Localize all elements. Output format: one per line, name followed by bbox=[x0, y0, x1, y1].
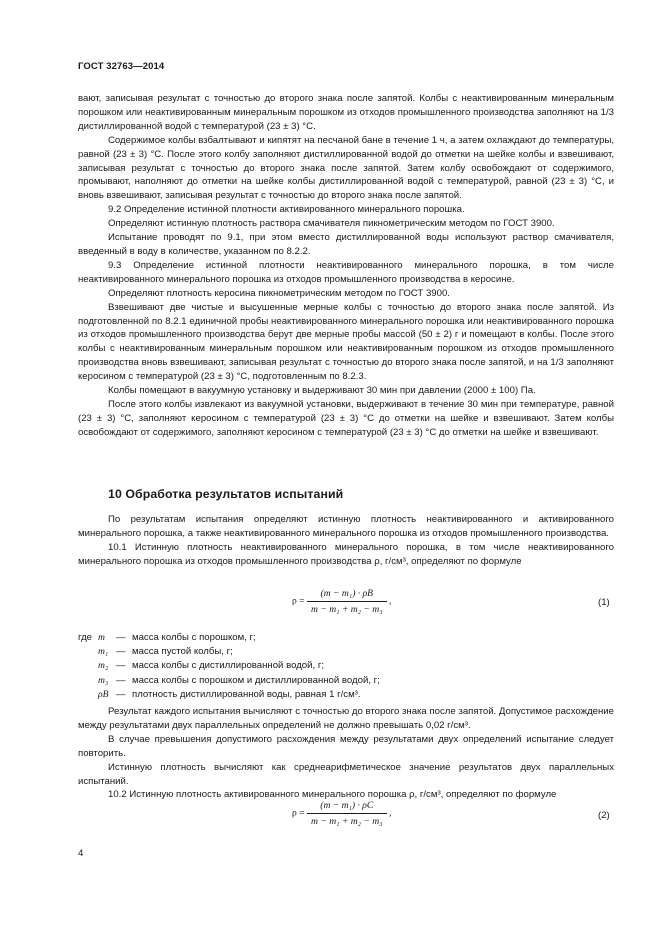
formula-numerator: (m − m₁) · ρС bbox=[307, 800, 387, 814]
formula-1 bbox=[292, 588, 391, 615]
paragraph: Результат каждого испытания вычисляют с точностью до второго знака после запятой. Допустимое расхождение между результатами двух параллельных определений не должно превышать 0,02 г/см³. bbox=[78, 706, 614, 731]
paragraph: Истинную плотность вычисляют как среднеарифметическое значение результатов двух параллельных испытаний. bbox=[78, 761, 614, 787]
paragraph: Испытание проводят по 9.1, при этом вместо дистиллированной воды используют раствор смачивателя, введенный в воду в количестве, указанном по 8.2.2. bbox=[78, 232, 614, 257]
definition-text: масса колбы с порошком и дистиллированной водой, г; bbox=[132, 674, 380, 686]
formula-tail: , bbox=[388, 595, 392, 607]
paragraph: После этого колбы извлекают из вакуумной установки, выдерживают в течение 30 мин при температуре, равной (23 ± 3) °С, заполняют керосином с температурой (23 ± 3) °С до отметки на шейке и взвешивают. Затем колбы освобождают от содержимого, заполняют керосином с температурой (23 ± 3) °С до отметки на шейке и взвешивают. bbox=[78, 398, 614, 438]
paragraph: Колбы помещают в вакуумную установку и выдерживают 30 мин при давлении (2000 ± 100) Па. bbox=[108, 385, 536, 397]
paragraph: В случае превышения допустимого расхождения между результатами двух определений испытание следует повторить. bbox=[78, 733, 614, 759]
formula-lhs: ρ = bbox=[292, 807, 305, 819]
document-header: ГОСТ 32763—2014 bbox=[78, 61, 165, 72]
definition-text: плотность дистиллированной воды, равная 1 г/см³. bbox=[132, 688, 361, 700]
paragraph: Определяют плотность керосина пикнометрическим методом по ГОСТ 3900. bbox=[108, 287, 450, 299]
formula-tail: , bbox=[388, 807, 392, 819]
formula-fraction bbox=[307, 800, 387, 827]
body-text-after bbox=[78, 705, 614, 802]
subsection-heading: 9.3 Определение истинной плотности неактивированного минерального порошка, в том числе неактивированного минерального порошка из отходов промышленного производства в керосине. bbox=[78, 259, 614, 285]
where-lead: где bbox=[78, 632, 93, 643]
definition-symbol: ρВ bbox=[98, 688, 109, 700]
formula-denominator: m − m₁ + m₂ − m₃ bbox=[311, 816, 383, 827]
definition-symbol: m₁ bbox=[98, 646, 109, 658]
formula-numerator: (m − m₁) · ρВ bbox=[307, 588, 387, 602]
body-text-top bbox=[78, 92, 614, 440]
formula-fraction bbox=[307, 588, 387, 615]
definition-dash: — bbox=[116, 688, 126, 700]
paragraph: вают, записывая результат с точностью до второго знака после запятой. Колбы с неактивированным минеральным порошком или неактивированным минеральным порошком из отходов промышленного производства заполняют на 1/3 дистиллированной водой с температурой (23 ± 3) °С. bbox=[78, 93, 614, 132]
definition-dash: — bbox=[116, 632, 126, 643]
section-title: 10 Обработка результатов испытаний bbox=[108, 487, 344, 501]
paragraph: По результатам испытания определяют истинную плотность неактивированного и активированного минерального порошка, а также неактивированного минерального порошка из отходов промышленного производства. bbox=[78, 514, 614, 539]
definition-symbol: m₂ bbox=[98, 660, 109, 672]
formula-denominator: m − m₁ + m₂ − m₃ bbox=[311, 604, 383, 615]
page-number: 4 bbox=[78, 848, 84, 859]
paragraph: 10.2 Истинную плотность активированного минерального порошка ρ, г/см³, определяют по формуле bbox=[108, 789, 557, 801]
formula-lhs: ρ = bbox=[292, 595, 305, 607]
definition-text: масса колбы с порошком, г; bbox=[132, 632, 256, 643]
definition-symbol: m₃ bbox=[98, 674, 109, 686]
paragraph: Определяют истинную плотность раствора смачивателя пикнометрическим методом по ГОСТ 3900. bbox=[108, 218, 555, 230]
subsection-heading: 9.2 Определение истинной плотности активированного минерального порошка. bbox=[108, 204, 465, 216]
equation-number: (2) bbox=[598, 810, 610, 821]
definition-text: масса пустой колбы, г; bbox=[132, 646, 233, 658]
paragraph: Взвешивают две чистые и высушенные мерные колбы с точностью до второго знака после запятой. Из подготовленной по 8.2.1 единичной пробы неактивированного минерального порошка или неактивированного порошка из отходов промышленного производства берут две мерные пробы массой (50 ± 2) г и помещают в колбы. После этого колбы с неактивированным минеральным порошком или неактивированным порошком из отходов промышленного производства вновь взвешивают, записывая результат с точностью до второго знака после запятой, и на 1/3 заполняют керосином с температурой (23 ± 3) °С, подготовленным по 8.2.3. bbox=[78, 301, 614, 383]
paragraph: Содержимое колбы взбалтывают и кипятят на песчаной бане в течение 1 ч, а затем охлаждают до температуры, равной (23 ± 3) °С. После этого колбу заполняют дистиллированной водой до отметки на шейке колбы и взвешивают, записывая результат с точностью до второго знака после запятой. Затем колбу освобождают от содержимого, промывают, наполняют до отметки на шейке колбы дистиллированной водой с температурой, равной (23 ± 3) °С, и вновь взвешивают, записывая результат с точностью до второго знака после запятой. bbox=[78, 134, 614, 202]
body-text-section bbox=[78, 513, 614, 569]
paragraph: 10.1 Истинную плотность неактивированного минерального порошка, в том числе неактивированного минерального порошка из отходов промышленного производства ρ, г/см³, определяют по формуле bbox=[78, 541, 614, 567]
definition-text: масса колбы с дистиллированной водой, г; bbox=[132, 660, 324, 672]
definition-dash: — bbox=[116, 660, 126, 672]
definition-dash: — bbox=[116, 674, 126, 686]
formula-2 bbox=[292, 800, 391, 827]
equation-number: (1) bbox=[598, 597, 610, 608]
definition-dash: — bbox=[116, 646, 126, 658]
definition-symbol: m bbox=[98, 632, 105, 643]
